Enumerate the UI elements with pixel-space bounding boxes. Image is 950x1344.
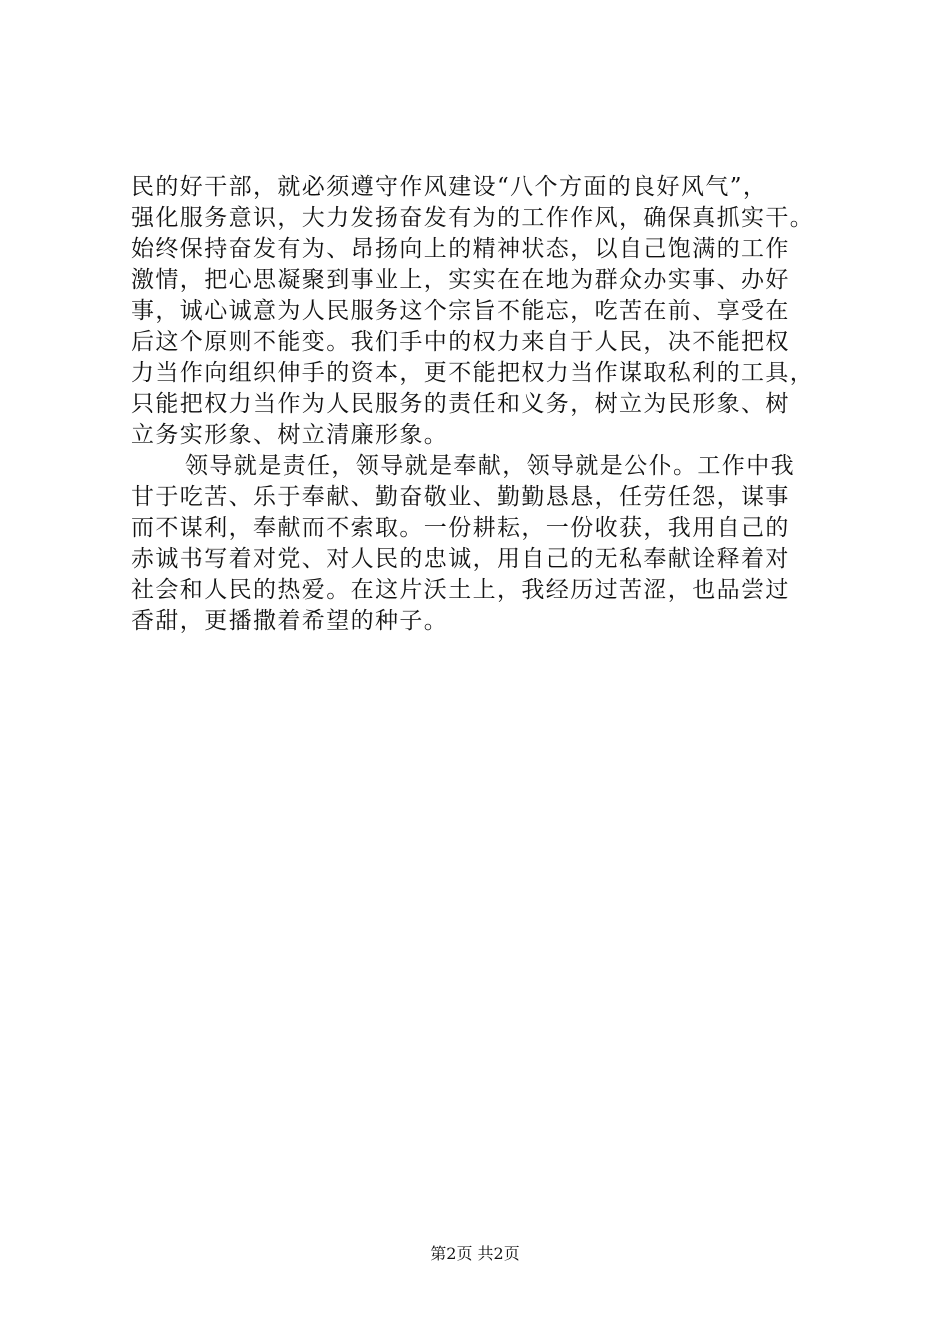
paragraph-2-line: 赤诚书写着对党、对人民的忠诚，用自己的无私奉献诠释着对 xyxy=(131,546,790,572)
paragraph-1-line: 事，诚心诚意为人民服务这个宗旨不能忘，吃苦在前、享受在 xyxy=(131,298,790,324)
page-number-footer: 第2页 共2页 xyxy=(430,1244,520,1263)
paragraph-2-line: 而不谋利，奉献而不索取。一份耕耘，一份收获，我用自己的 xyxy=(131,515,790,541)
document-body xyxy=(131,172,831,637)
paragraph-1-line: 强化服务意识，大力发扬奋发有为的工作作风，确保真抓实干。 xyxy=(131,205,815,231)
paragraph-2-line: 香甜，更播撒着希望的种子。 xyxy=(131,608,449,634)
paragraph-1-line: 民的好干部，就必须遵守作风建设“八个方面的良好风气”， xyxy=(131,174,768,200)
paragraph-1-line: 后这个原则不能变。我们手中的权力来自于人民，决不能把权 xyxy=(131,329,790,355)
paragraph-1-line: 激情，把心思凝聚到事业上，实实在在地为群众办实事、办好 xyxy=(131,267,790,293)
paragraph-2-line: 甘于吃苦、乐于奉献、勤奋敬业、勤勤恳恳，任劳任怨，谋事 xyxy=(131,484,790,510)
paragraph-1-line: 力当作向组织伸手的资本，更不能把权力当作谋取私利的工具， xyxy=(131,360,815,386)
paragraph-1-line: 始终保持奋发有为、昂扬向上的精神状态，以自己饱满的工作 xyxy=(131,236,790,262)
paragraph-2-line: 社会和人民的热爱。在这片沃土上，我经历过苦涩，也品尝过 xyxy=(131,577,790,603)
paragraph-1-line: 立务实形象、树立清廉形象。 xyxy=(131,422,449,448)
paragraph-2-line: 领导就是责任，领导就是奉献，领导就是公仆。工作中我 xyxy=(185,453,795,479)
paragraph-1-line: 只能把权力当作为人民服务的责任和义务，树立为民形象、树 xyxy=(131,391,790,417)
